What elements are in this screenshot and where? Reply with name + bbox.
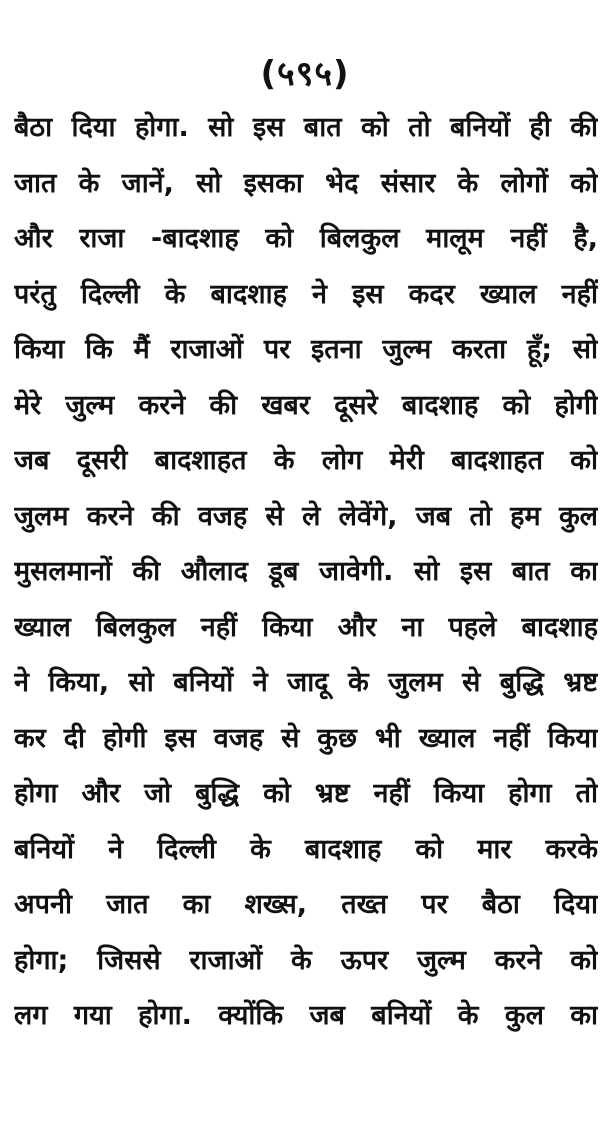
text-line: बैठा दिया होगा. सो इस बात को तो बनियों ही की bbox=[14, 112, 598, 143]
text-line: होगा; जिससे राजाओं के ऊपर जुल्म करने को bbox=[14, 944, 598, 976]
text-line: जात के जानें, सो इसका भेद संसार के लोगों को bbox=[14, 167, 598, 199]
body-text bbox=[14, 100, 598, 1044]
text-line: होगा और जो बुद्धि को भ्रष्ट नहीं किया होगा तो bbox=[14, 778, 598, 809]
text-line: ख्याल बिलकुल नहीं किया और ना पहले बादशाह bbox=[14, 611, 598, 643]
text-line: लग गया होगा. क्योंकि जब बनियों के कुल का bbox=[14, 1000, 598, 1031]
text-line: बनियों ने दिल्ली के बादशाह को मार करके bbox=[14, 833, 598, 865]
text-line: परंतु दिल्ली के बादशाह ने इस कदर ख्याल नहीं bbox=[14, 278, 598, 310]
text-line: और राजा -बादशाह को बिलकुल मालूम नहीं है, bbox=[14, 223, 598, 254]
page-number: (५९५) bbox=[260, 54, 350, 94]
text-line: मेरे जुल्म करने की खबर दूसरे बादशाह को होगी bbox=[14, 389, 598, 421]
text-line: जुलम करने की वजह से ले लेवेंगे, जब तो हम कुल bbox=[14, 500, 598, 532]
text-line: अपनी जात का शख्स, तख्त पर बैठा दिया bbox=[14, 889, 598, 920]
text-line: किया कि मैं राजाओं पर इतना जुल्म करता हूँ; सो bbox=[14, 334, 598, 365]
text-line: जब दूसरी बादशाहत के लोग मेरी बादशाहत को bbox=[14, 445, 598, 476]
text-line: मुसलमानों की औलाद डूब जावेगी. सो इस बात का bbox=[14, 556, 598, 587]
text-line: कर दी होगी इस वजह से कुछ भी ख्याल नहीं किया bbox=[14, 722, 598, 754]
text-line: ने किया, सो बनियों ने जादू के जुलम से बुद्धि भ्रष्ट bbox=[14, 667, 598, 698]
